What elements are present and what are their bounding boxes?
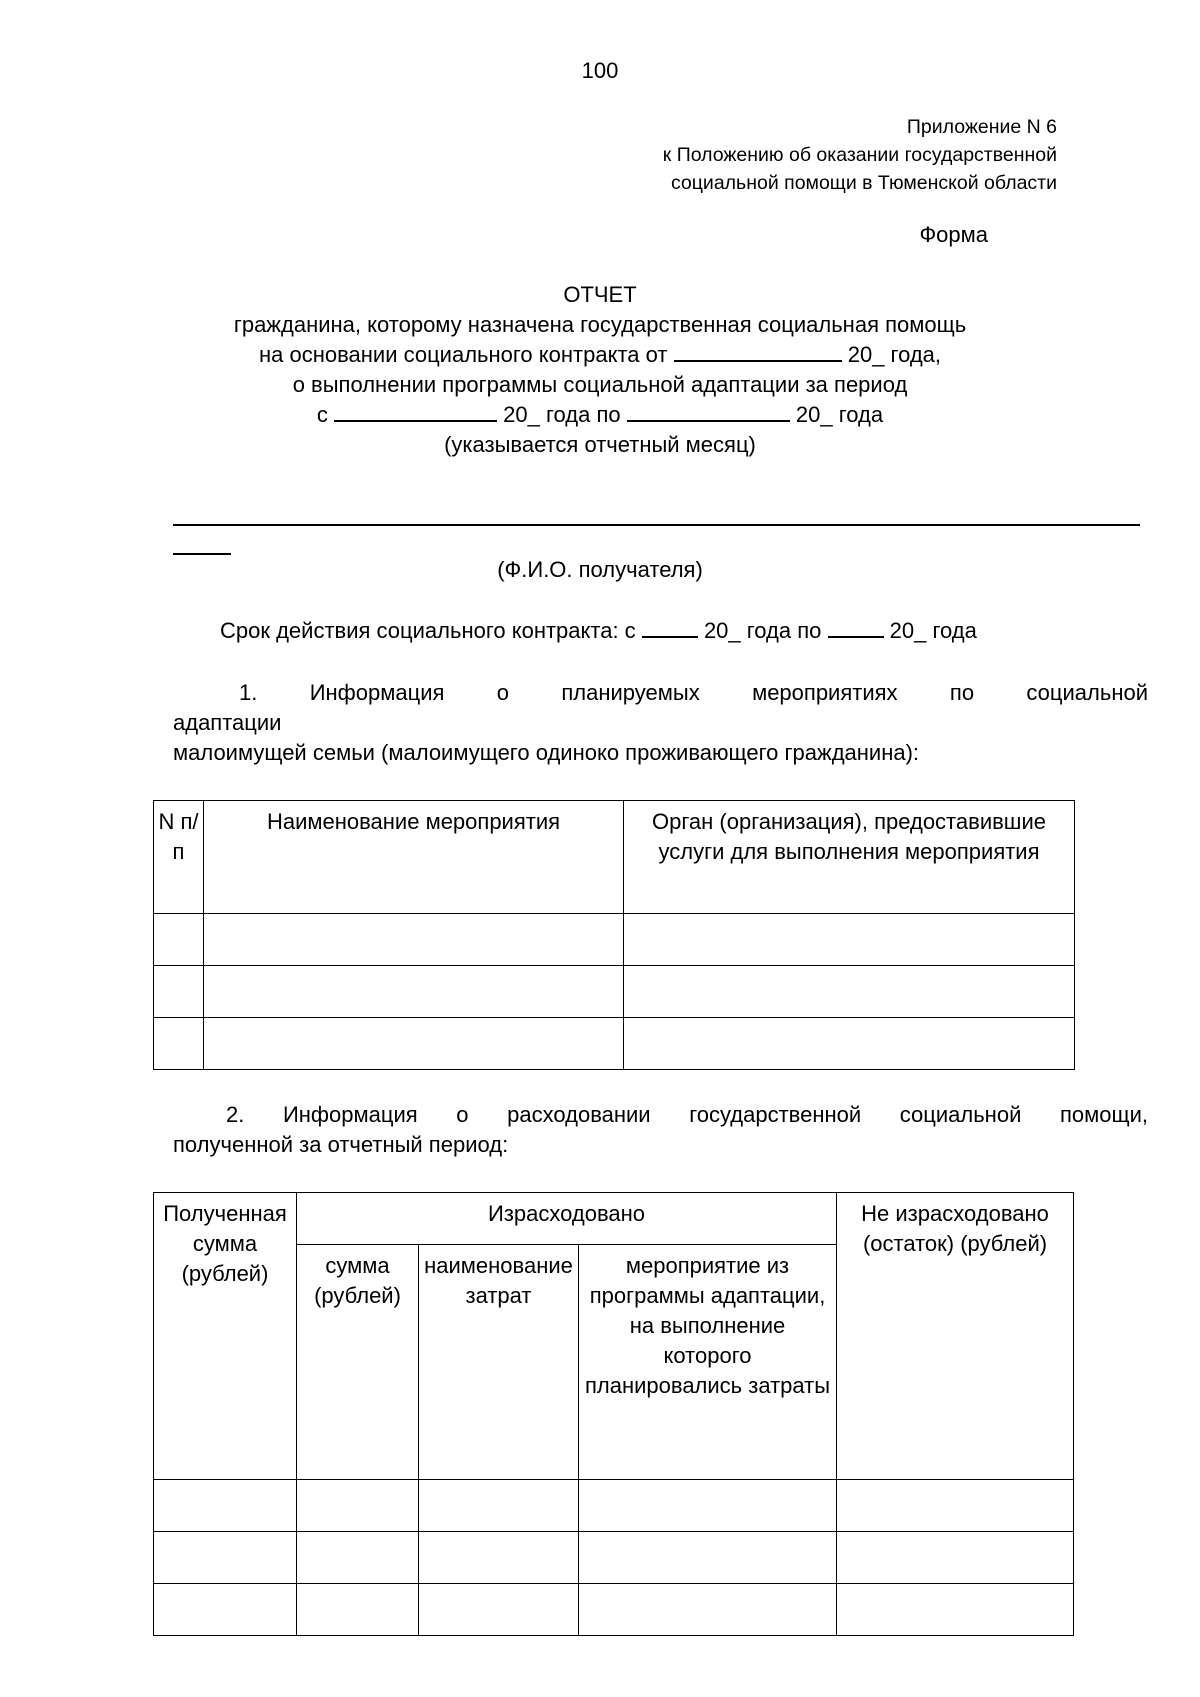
contract-term-label: Срок действия социального контракта: с [220,618,636,643]
table-cell[interactable] [204,914,624,966]
column-remaining: Не израсходовано (остаток) (рублей) [837,1193,1074,1480]
table-cell[interactable] [154,966,204,1018]
page-number: 100 [581,58,619,83]
recipient-name-blank[interactable] [173,524,1140,526]
column-spent-sum: сумма (рублей) [297,1245,419,1480]
appendix-line-2: к Положению об оказании государственной [662,144,1057,166]
table-cell[interactable] [297,1480,419,1532]
column-received-sum: Полученная сумма (рублей) [154,1193,297,1480]
column-number: N п/п [154,801,204,914]
table-row [154,1018,1075,1070]
title-line-2 [0,340,1200,370]
table-cell[interactable] [204,966,624,1018]
column-spent: Израсходовано [297,1193,837,1245]
table-cell[interactable] [579,1532,837,1584]
title-line-2-year: 20_ года, [847,342,942,367]
appendix-reference [663,113,1057,197]
table-cell[interactable] [297,1584,419,1636]
period-to-label: 20_ года по [503,402,621,427]
table-cell[interactable] [154,1480,297,1532]
recipient-name-blank-continuation[interactable] [173,553,231,555]
period-to-blank[interactable] [627,402,790,422]
title-line-1: гражданина, которому назначена государственная социальная помощь [233,312,967,337]
table-cell[interactable] [154,1584,297,1636]
form-label: Форма [919,222,988,247]
planned-activities-table [153,800,1075,1070]
table-row [154,966,1075,1018]
period-from-blank[interactable] [334,402,497,422]
table-cell[interactable] [624,1018,1075,1070]
title-line-2-text: на основании социального контракта от [258,342,668,367]
table-cell[interactable] [154,1018,204,1070]
section-1-line-2: адаптации [173,710,282,735]
table-cell[interactable] [624,966,1075,1018]
spending-table [153,1192,1074,1636]
title-line-5: (указывается отчетный месяц) [444,432,756,457]
contract-term-mid: 20_ года по [703,618,822,643]
table-cell[interactable] [419,1480,579,1532]
contract-end-blank[interactable] [828,618,884,638]
section-2-heading [173,1100,1148,1160]
period-to-year: 20_ года [795,402,884,427]
report-title [0,280,1200,460]
appendix-line-1: Приложение N 6 [906,116,1057,138]
table-cell[interactable] [579,1584,837,1636]
column-cost-name: наименование затрат [419,1245,579,1480]
section-1-line-3: малоимущей семьи (малоимущего одиноко проживающего гражданина): [173,740,920,765]
table-cell[interactable] [837,1584,1074,1636]
table-cell[interactable] [154,1532,297,1584]
column-activity: мероприятие из программы адаптации, на выполнение которого планировались затраты [579,1245,837,1480]
contract-start-blank[interactable] [642,618,698,638]
table-header-row [154,801,1075,914]
contract-date-blank[interactable] [674,342,842,362]
table-cell[interactable] [419,1584,579,1636]
table-cell[interactable] [837,1532,1074,1584]
recipient-name-label: (Ф.И.О. получателя) [497,557,703,582]
table-cell[interactable] [624,914,1075,966]
section-2-line-1: 2. Информация о расходовании государственной социальной помощи, [226,1102,1148,1127]
appendix-line-3: социальной помощи в Тюменской области [670,172,1057,194]
table-cell[interactable] [419,1532,579,1584]
table-cell[interactable] [297,1532,419,1584]
contract-term-end: 20_ года [889,618,977,643]
table-row [154,1480,1074,1532]
title-line-4 [0,400,1200,430]
period-from-label: с [316,402,328,427]
table-row [154,914,1075,966]
contract-term [220,618,977,644]
table-row [154,1584,1074,1636]
table-header-row [154,1193,1074,1245]
section-1-heading [173,678,1148,768]
title-heading: ОТЧЕТ [563,282,637,307]
table-cell[interactable] [837,1480,1074,1532]
column-activity-name: Наименование мероприятия [204,801,624,914]
table-cell[interactable] [204,1018,624,1070]
title-line-3: о выполнении программы социальной адаптации за период [292,372,908,397]
section-1-line-1: 1. Информация о планируемых мероприятиях по социальной [239,680,1148,705]
section-2-line-2: полученной за отчетный период: [173,1132,509,1157]
column-organization: Орган (организация), предоставившие услуги для выполнения мероприятия [624,801,1075,914]
table-cell[interactable] [579,1480,837,1532]
table-row [154,1532,1074,1584]
table-cell[interactable] [154,914,204,966]
